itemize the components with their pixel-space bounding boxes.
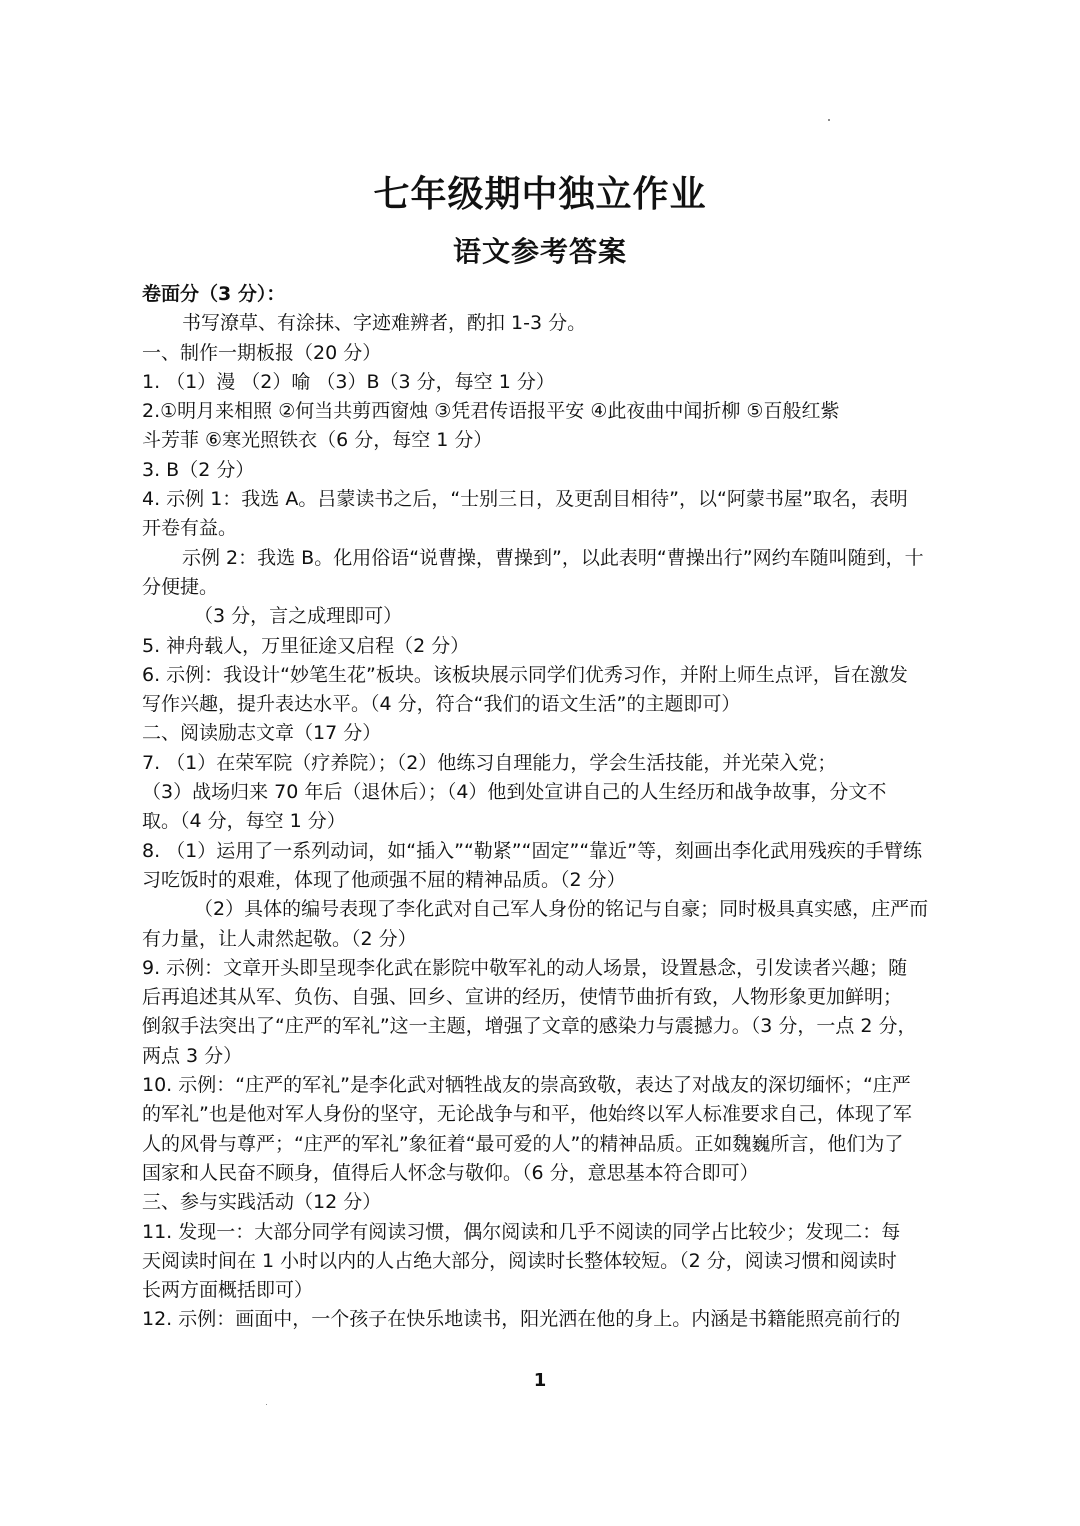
answer-body <box>142 280 966 1335</box>
answer-line: 的军礼”也是他对军人身份的坚守，无论战争与和平，他始终以军人标准要求自己，体现了军 <box>142 1103 912 1126</box>
answer-line: 4. 示例 1：我选 A。吕蒙读书之后，“士别三日，及更刮目相待”，以“阿蒙书屋”取名，表明 <box>142 488 908 511</box>
answer-line: 1. （1）漫 （2）喻 （3）B（3 分，每空 1 分） <box>142 370 555 393</box>
answer-line: 11. 发现一：大部分同学有阅读习惯，偶尔阅读和几乎不阅读的同学占比较少；发现二：每 <box>142 1220 901 1243</box>
answer-line: 8. （1）运用了一系列动词，如“插入”“勒紧”“固定”“靠近”等，刻画出李化武用残疾的手臂练 <box>142 839 923 862</box>
answer-line: 9. 示例：文章开头即呈现李化武在影院中敬军礼的动人场景，设置悬念，引发读者兴趣；随 <box>142 956 908 979</box>
answer-line: 有力量，让人肃然起敬。（2 分） <box>142 927 417 950</box>
document-subtitle: 语文参考答案 <box>452 235 627 268</box>
answer-line: 开卷有益。 <box>142 517 238 540</box>
answer-line: （3）战场归来 70 年后（退休后）；（4）他到处宣讲自己的人生经历和战争故事，分文不 <box>142 781 887 804</box>
answer-line: 国家和人民奋不顾身，值得后人怀念与敬仰。（6 分，意思基本符合即可） <box>142 1161 759 1184</box>
answer-line: 分便捷。 <box>142 575 219 598</box>
answer-line: 7. （1）在荣军院（疗养院）；（2）他练习自理能力，学会生活技能，并光荣入党； <box>142 751 837 774</box>
score-rule: 书写潦草、有涂抹、字迹难辨者，酌扣 1-3 分。 <box>182 312 587 335</box>
document-title: 七年级期中独立作业 <box>373 174 707 215</box>
answer-line: 后再追述其从军、负伤、自强、回乡、宣讲的经历，使情节曲折有致，人物形象更加鲜明； <box>142 986 903 1009</box>
answer-line: （2）具体的编号表现了李化武对自己军人身份的铭记与自豪；同时极具真实感，庄严而 <box>194 898 929 921</box>
page-number: 1 <box>533 1370 547 1391</box>
answer-line: 5. 神舟载人，万里征途又启程（2 分） <box>142 634 470 657</box>
answer-line: 斗芳菲 ⑥寒光照铁衣（6 分，每空 1 分） <box>142 429 493 452</box>
answer-line: 3. B（2 分） <box>142 458 255 481</box>
scan-speck <box>828 119 830 121</box>
scan-speck <box>266 1404 267 1405</box>
answer-line: 长两方面概括即可） <box>142 1279 314 1302</box>
answer-line: 写作兴趣，提升表达水平。（4 分，符合“我们的语文生活”的主题即可） <box>142 693 741 716</box>
answer-line: 6. 示例：我设计“妙笔生花”板块。该板块展示同学们优秀习作，并附上师生点评，旨在激发 <box>142 663 908 686</box>
section-heading-3: 三、参与实践活动（12 分） <box>142 1191 382 1214</box>
section-heading-2: 二、阅读励志文章（17 分） <box>142 722 382 745</box>
section-heading-1: 一、制作一期板报（20 分） <box>142 341 382 364</box>
answer-line: 两点 3 分） <box>142 1044 243 1067</box>
answer-line: 取。（4 分，每空 1 分） <box>142 810 346 833</box>
answer-line: 倒叙手法突出了“庄严的军礼”这一主题，增强了文章的感染力与震撼力。（3 分，一点 2 分， <box>142 1015 917 1038</box>
score-heading: 卷面分（3 分）： <box>142 283 286 305</box>
answer-line: 人的风骨与尊严；“庄严的军礼”象征着“最可爱的人”的精神品质。正如魏巍所言，他们为了 <box>142 1132 904 1155</box>
answer-line: 习吃饭时的艰难，体现了他顽强不屈的精神品质。（2 分） <box>142 868 626 891</box>
answer-line: 天阅读时间在 1 小时以内的人占绝大部分，阅读时长整体较短。（2 分，阅读习惯和阅读时 <box>142 1249 897 1272</box>
answer-line: 2.①明月来相照 ②何当共剪西窗烛 ③凭君传语报平安 ④此夜曲中闻折柳 ⑤百般红紫 <box>142 400 840 423</box>
answer-line: 12. 示例：画面中，一个孩子在快乐地读书，阳光洒在他的身上。内涵是书籍能照亮前行的 <box>142 1308 901 1331</box>
answer-line: 示例 2：我选 B。化用俗语“说曹操，曹操到”，以此表明“曹操出行”网约车随叫随到，十 <box>182 546 924 569</box>
answer-line: （3 分，言之成理即可） <box>194 605 403 628</box>
answer-line: 10. 示例：“庄严的军礼”是李化武对牺牲战友的崇高致敬，表达了对战友的深切缅怀；“庄严 <box>142 1074 911 1097</box>
